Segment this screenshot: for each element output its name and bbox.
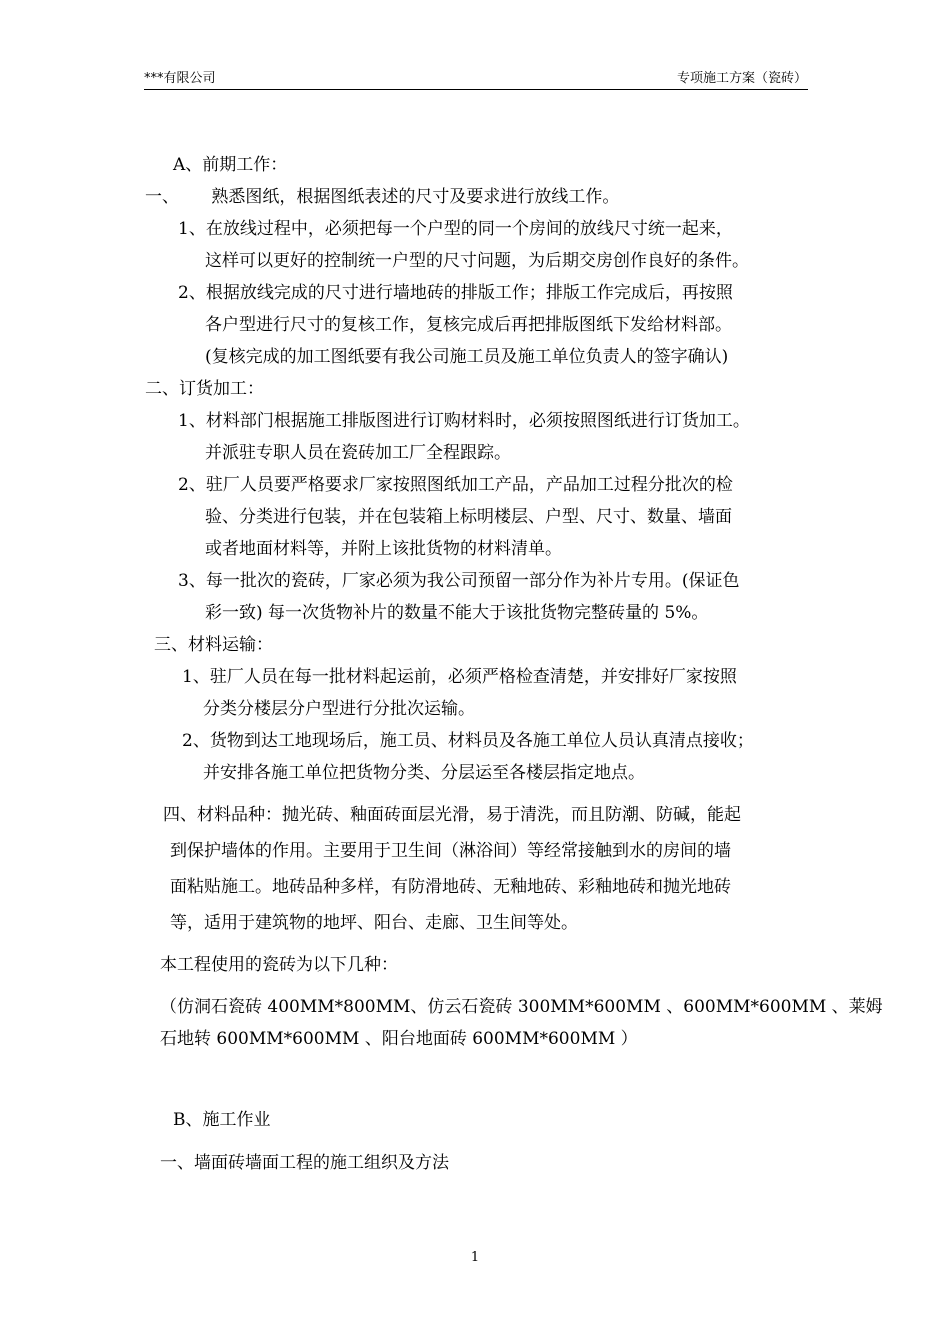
paragraph-line: 四、材料品种：抛光砖、釉面砖面层光滑，易于清洗，而且防潮、防碱，能起: [163, 805, 741, 825]
paragraph-line: 并安排各施工单位把货物分类、分层运至各楼层指定地点。: [203, 763, 645, 783]
paragraph-line: 等，适用于建筑物的地坪、阳台、走廊、卫生间等处。: [170, 913, 578, 933]
paragraph-line: 一、 熟悉图纸，根据图纸表述的尺寸及要求进行放线工作。: [145, 187, 620, 207]
paragraph-line: 3、每一批次的瓷砖，厂家必须为我公司预留一部分作为补片专用。(保证色: [178, 571, 740, 591]
tile-spec-line: 石地转 600MM*600MM 、阳台地面砖 600MM*600MM ）: [160, 1029, 638, 1049]
paragraph-line: 验、分类进行包装，并在包装箱上标明楼层、户型、尺寸、数量、墙面: [205, 507, 732, 527]
paragraph-line: 或者地面材料等，并附上该批货物的材料清单。: [205, 539, 562, 559]
section-heading-a: A、前期工作：: [173, 155, 288, 175]
paragraph-line: 这样可以更好的控制统一户型的尺寸问题，为后期交房创作良好的条件。: [205, 251, 749, 271]
tile-spec-line: （仿洞石瓷砖 400MM*800MM、仿云石瓷砖 300MM*600MM 、600MM*600MM 、莱姆: [160, 997, 883, 1017]
header-company: ***有限公司: [144, 71, 216, 86]
paragraph-line: 1、驻厂人员在每一批材料起运前，必须严格检查清楚，并安排好厂家按照: [182, 667, 737, 687]
paragraph-line: (复核完成的加工图纸要有我公司施工员及施工单位负责人的签字确认): [205, 347, 729, 367]
paragraph-line: 分类分楼层分户型进行分批次运输。: [203, 699, 475, 719]
section-heading: 一、墙面砖墙面工程的施工组织及方法: [160, 1153, 449, 1173]
paragraph-line: 并派驻专职人员在瓷砖加工厂全程跟踪。: [205, 443, 511, 463]
paragraph-line: 2、根据放线完成的尺寸进行墙地砖的排版工作；排版工作完成后，再按照: [178, 283, 733, 303]
section-heading-b: B、施工作业: [173, 1110, 271, 1130]
page-number: 1: [470, 1250, 480, 1265]
section-heading: 二、订货加工：: [145, 379, 264, 399]
paragraph-line: 各户型进行尺寸的复核工作，复核完成后再把排版图纸下发给材料部。: [205, 315, 732, 335]
paragraph-line: 面粘贴施工。地砖品种多样，有防滑地砖、无釉地砖、彩釉地砖和抛光地砖: [170, 877, 731, 897]
paragraph-line: 彩一致) 每一次货物补片的数量不能大于该批货物完整砖量的 5%。: [205, 603, 709, 623]
paragraph-line: 2、货物到达工地现场后，施工员、材料员及各施工单位人员认真清点接收；: [182, 731, 754, 751]
paragraph-line: 1、在放线过程中，必须把每一个户型的同一个房间的放线尺寸统一起来，: [178, 219, 733, 239]
paragraph-line: 1、材料部门根据施工排版图进行订购材料时，必须按照图纸进行订货加工。: [178, 411, 750, 431]
header-rule: [144, 89, 808, 90]
header-doc-title: 专项施工方案（瓷砖）: [676, 71, 807, 86]
paragraph-line: 本工程使用的瓷砖为以下几种：: [160, 955, 398, 975]
paragraph-line: 2、驻厂人员要严格要求厂家按照图纸加工产品，产品加工过程分批次的检: [178, 475, 733, 495]
section-heading: 三、材料运输：: [154, 635, 273, 655]
paragraph-line: 到保护墙体的作用。主要用于卫生间（淋浴间）等经常接触到水的房间的墙: [170, 841, 731, 861]
